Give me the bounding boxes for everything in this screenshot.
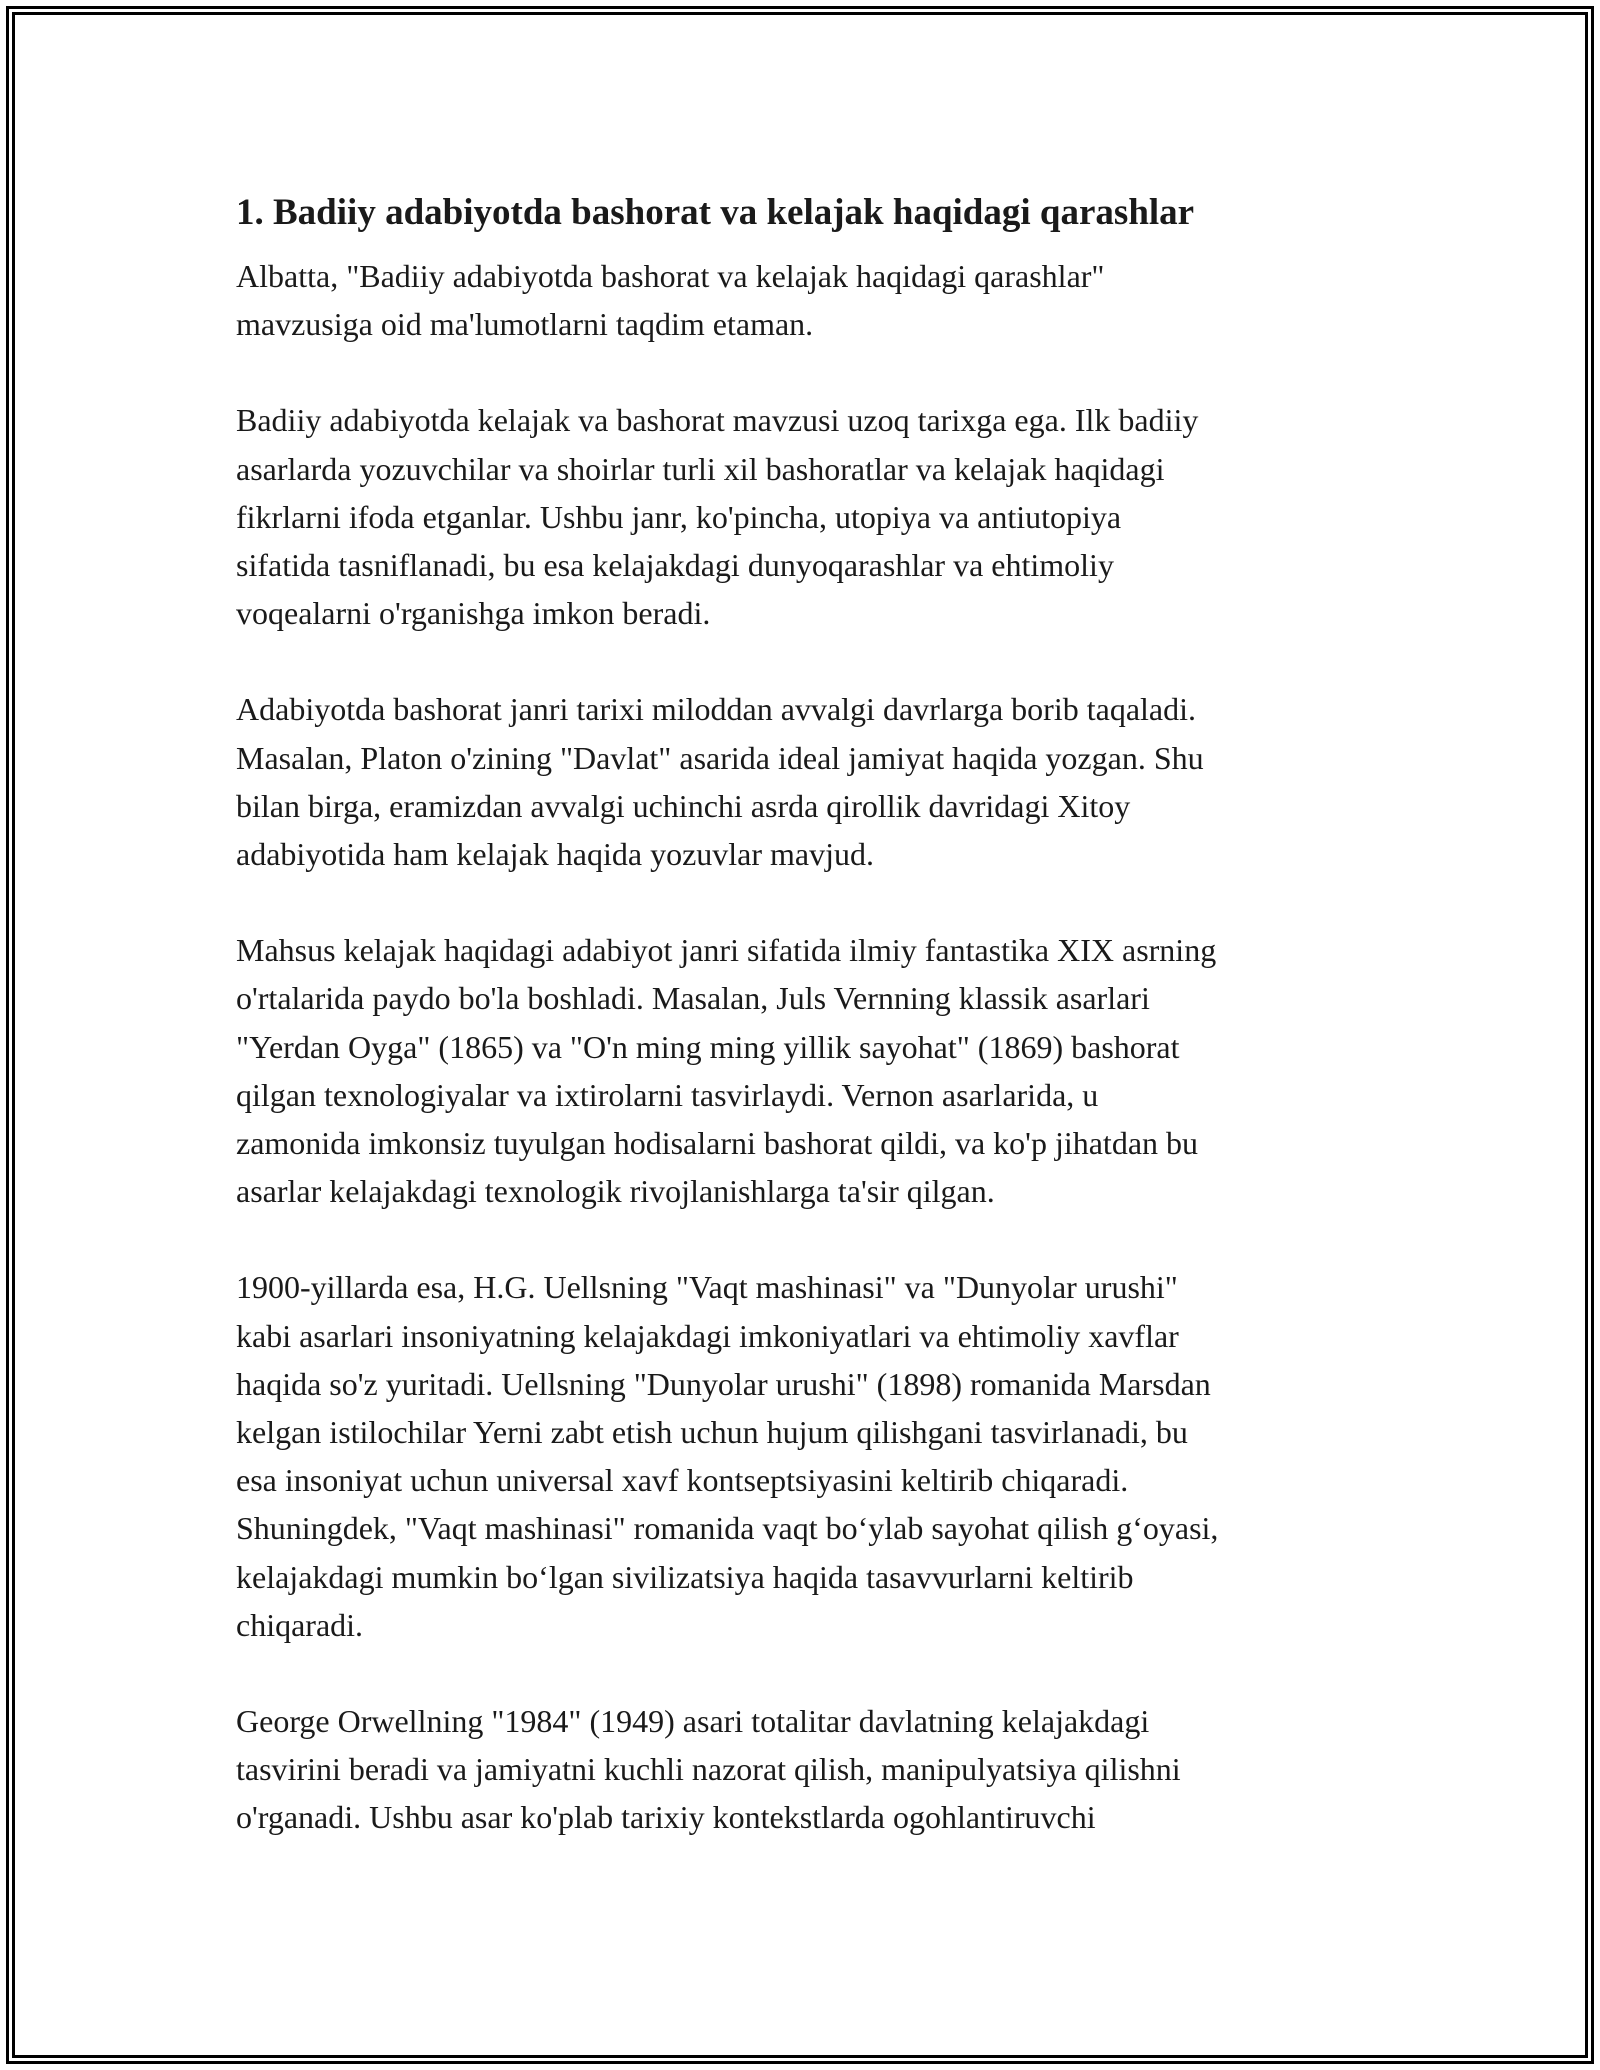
paragraph-line: asarlarda yozuvchilar va shoirlar turli xil bashoratlar va kelajak haqidagi	[236, 450, 1165, 487]
paragraph-line: qilgan texnologiyalar va ixtirolarni tasvirlaydi. Vernon asarlarida, u	[236, 1076, 1099, 1113]
paragraph-line: Mahsus kelajak haqidagi adabiyot janri sifatida ilmiy fantastika XIX asrning	[236, 932, 1217, 969]
paragraph-line: o'rtalarida paydo bo'la boshladi. Masalan, Juls Vernning klassik asarlari	[236, 980, 1150, 1017]
paragraph	[236, 396, 1376, 637]
paragraph-line: adabiyotida ham kelajak haqida yozuvlar mavjud.	[236, 836, 874, 873]
paragraph	[236, 926, 1376, 1215]
paragraph	[236, 252, 1376, 348]
paragraph-line: George Orwellning "1984" (1949) asari totalitar davlatning kelajakdagi	[236, 1703, 1150, 1740]
paragraph-line: mavzusiga oid ma'lumotlarni taqdim etaman.	[236, 306, 814, 343]
document-body	[236, 180, 1376, 1890]
paragraph-line: 1900-yillarda esa, H.G. Uellsning "Vaqt mashinasi" va "Dunyolar urushi"	[236, 1269, 1178, 1306]
paragraph-line: Badiiy adabiyotda kelajak va bashorat mavzusi uzoq tarixga ega. Ilk badiiy	[236, 402, 1199, 439]
paragraph-list	[236, 252, 1376, 1842]
paragraph	[236, 1263, 1376, 1649]
paragraph-line: zamonida imkonsiz tuyulgan hodisalarni bashorat qildi, va ko'p jihatdan bu	[236, 1125, 1199, 1162]
paragraph-line: o'rganadi. Ushbu asar ko'plab tarixiy kontekstlarda ogohlantiruvchi	[236, 1799, 1096, 1836]
paragraph-line: Albatta, "Badiiy adabiyotda bashorat va kelajak haqidagi qarashlar"	[236, 258, 1105, 294]
document-title: 1. Badiiy adabiyotda bashorat va kelajak haqidagi qarashlar	[236, 192, 1195, 233]
paragraph	[236, 685, 1376, 878]
paragraph-line: fikrlarni ifoda etganlar. Ushbu janr, ko'pincha, utopiya va antiutopiya	[236, 498, 1122, 535]
paragraph-line: esa insoniyat uchun universal xavf kontseptsiyasini keltirib chiqaradi.	[236, 1462, 1129, 1499]
paragraph-line: Masalan, Platon o'zining "Davlat" asarida ideal jamiyat haqida yozgan. Shu	[236, 739, 1204, 776]
paragraph-line: chiqaradi.	[236, 1606, 364, 1643]
paragraph-line: tasvirini beradi va jamiyatni kuchli nazorat qilish, manipulyatsiya qilishni	[236, 1751, 1181, 1788]
paragraph-line: kabi asarlari insoniyatning kelajakdagi imkoniyatlari va ehtimoliy xavflar	[236, 1317, 1179, 1354]
paragraph-line: Shuningdek, "Vaqt mashinasi" romanida vaqt bo‘ylab sayohat qilish g‘oyasi,	[236, 1510, 1219, 1547]
paragraph-line: "Yerdan Oyga" (1865) va "O'n ming ming yillik sayohat" (1869) bashorat	[236, 1028, 1180, 1065]
paragraph	[236, 1697, 1376, 1842]
paragraph-line: asarlar kelajakdagi texnologik rivojlanishlarga ta'sir qilgan.	[236, 1173, 995, 1210]
paragraph-line: Adabiyotda bashorat janri tarixi miloddan avvalgi davrlarga borib taqaladi.	[236, 691, 1196, 728]
paragraph-line: kelajakdagi mumkin bo‘lgan sivilizatsiya haqida tasavvurlarni keltirib	[236, 1558, 1134, 1595]
paragraph-line: kelgan istilochilar Yerni zabt etish uchun hujum qilishgani tasvirlanadi, bu	[236, 1414, 1188, 1451]
paragraph-line: sifatida tasniflanadi, bu esa kelajakdagi dunyoqarashlar va ehtimoliy	[236, 547, 1114, 584]
paragraph-line: bilan birga, eramizdan avvalgi uchinchi asrda qirollik davridagi Xitoy	[236, 787, 1131, 824]
paragraph-line: haqida so'z yuritadi. Uellsning "Dunyolar urushi" (1898) romanida Marsdan	[236, 1365, 1211, 1402]
paragraph-line: voqealarni o'rganishga imkon beradi.	[236, 595, 711, 632]
